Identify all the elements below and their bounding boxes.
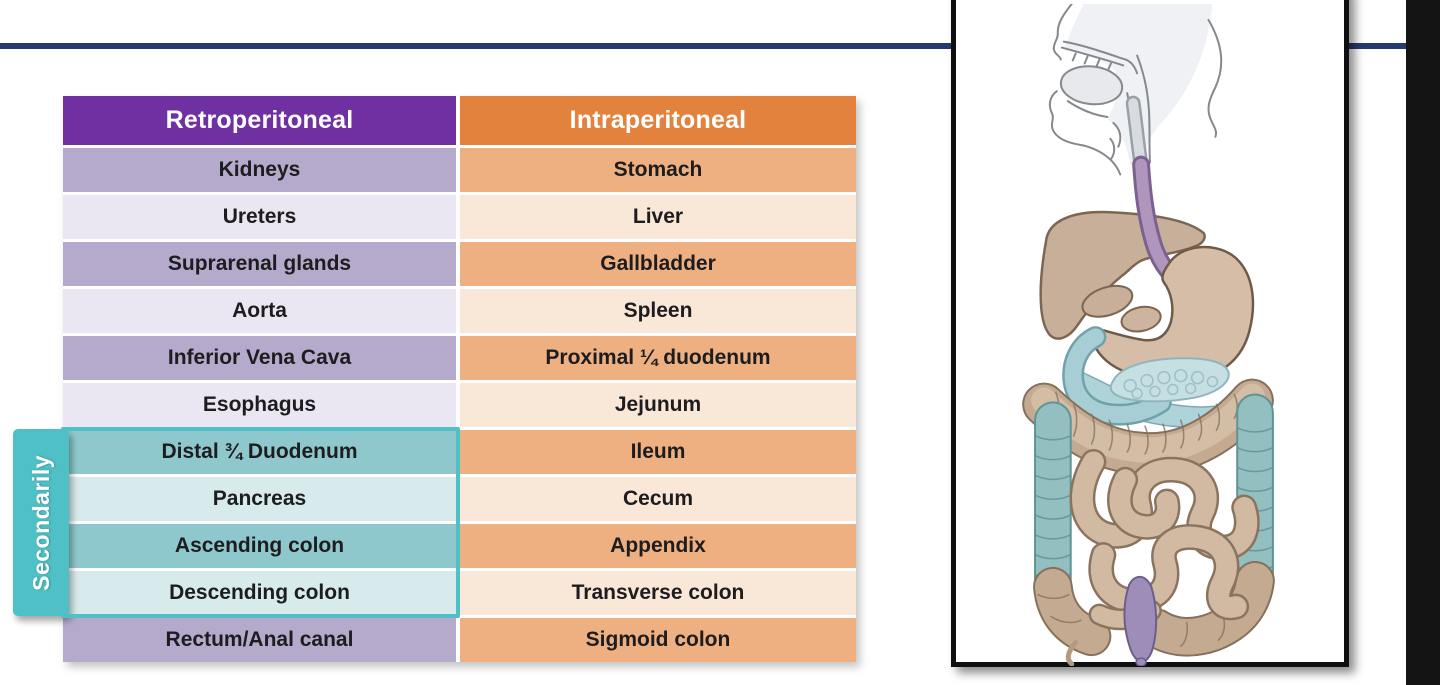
intra-cell: Liver <box>460 195 856 239</box>
intra-cell: Sigmoid colon <box>460 618 856 662</box>
intra-cell: Gallbladder <box>460 242 856 286</box>
comparison-table <box>63 96 856 662</box>
retro-cell: Suprarenal glands <box>63 242 456 286</box>
retro-cell: Distal ¾ Duodenum <box>63 430 456 474</box>
ascending-colon <box>1036 420 1070 581</box>
retro-cell: Descending colon <box>63 571 456 615</box>
intra-cell: Cecum <box>460 477 856 521</box>
digestive-system-illustration <box>956 4 1344 666</box>
retro-cell: Esophagus <box>63 383 456 427</box>
retro-cell: Aorta <box>63 289 456 333</box>
retro-cell: Ureters <box>63 195 456 239</box>
intra-cell: Spleen <box>460 289 856 333</box>
intra-cell: Stomach <box>460 148 856 192</box>
intra-cell: Proximal ¼ duodenum <box>460 336 856 380</box>
right-edge-strip <box>1406 0 1440 685</box>
retro-cell: Pancreas <box>63 477 456 521</box>
secondarily-tab-label: Secondarily <box>27 454 54 591</box>
intra-cell: Appendix <box>460 524 856 568</box>
intra-cell: Transverse colon <box>460 571 856 615</box>
retro-cell: Kidneys <box>63 148 456 192</box>
small-intestine <box>1082 462 1246 620</box>
cecum <box>1038 587 1092 664</box>
rectum <box>1124 577 1156 666</box>
intra-cell: Ileum <box>460 430 856 474</box>
secondarily-tab <box>13 429 69 616</box>
anatomy-figure-frame <box>951 0 1349 667</box>
retroperitoneal-header: Retroperitoneal <box>63 96 456 145</box>
retro-cell: Rectum/Anal canal <box>63 618 456 662</box>
retro-cell: Inferior Vena Cava <box>63 336 456 380</box>
intraperitoneal-header: Intraperitoneal <box>460 96 856 145</box>
retro-cell: Ascending colon <box>63 524 456 568</box>
intra-cell: Jejunum <box>460 383 856 427</box>
